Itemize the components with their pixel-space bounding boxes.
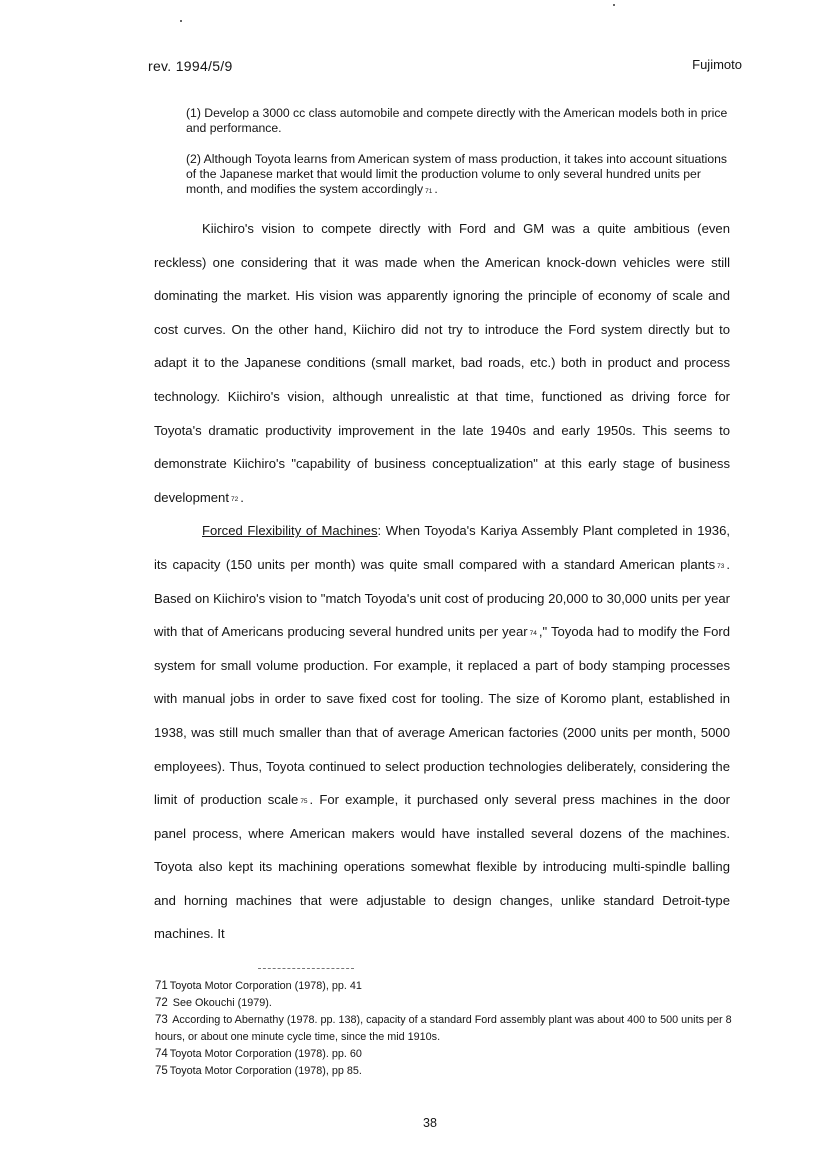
paragraph-text: ," Toyoda had to modify the Ford system for small volume production. For example, it replaced a part of body stamping processes with manual jobs in order to save fixed cost for tooling. The size of Koromo plant, established in 1938, was still much smaller than that of average American factories (2000 units per month, 5000 employees). Thus, Toyota continued to select production technologies deliberately, considering the limit of production scale xyxy=(154,624,730,808)
footnote-text: Toyota Motor Corporation (1978), pp 85. xyxy=(169,1065,362,1077)
scan-speck xyxy=(180,20,182,22)
paragraph-text: . For example, it purchased only several press machines in the door panel process, where American makers would have installed several dozens of the machines. Toyota also kept its machining operations somewhat flexible by introducing multi-spindle balling and horning machines that were adjustable to design changes, unlike standard Detroit-type machines. It xyxy=(154,792,730,942)
paragraph xyxy=(154,514,730,951)
footnote xyxy=(155,978,735,995)
punctuation: . xyxy=(434,182,438,196)
quote-item-2-text: (2) Although Toyota learns from American system of mass production, it takes into account situations of the Japanese market that would limit the production volume to only several hundred units per month, and modifies the system accordingly xyxy=(186,152,728,196)
footnote xyxy=(155,1046,735,1063)
footnote-ref: 75 xyxy=(300,798,308,806)
footnote-ref: 71 xyxy=(425,188,433,195)
footnote-number: 74 xyxy=(155,1048,168,1060)
paragraph-text: : When Toyoda's Kariya Assembly Plant completed in 1936, its capacity (150 units per month) was quite small compared with a standard American plants xyxy=(154,523,730,572)
footnote-ref: 73 xyxy=(717,562,725,570)
footnote-number: 73 xyxy=(155,1014,168,1026)
footnote-text: See Okouchi (1979). xyxy=(169,997,272,1009)
header-author: Fujimoto xyxy=(692,57,742,72)
footnote xyxy=(155,995,735,1012)
footnote-number: 75 xyxy=(155,1065,168,1077)
section-heading: Forced Flexibility of Machines xyxy=(202,523,378,539)
footnote-number: 71 xyxy=(155,980,168,992)
footnote-text: According to Abernathy (1978. pp. 138), capacity of a standard Ford assembly plant was about 400 to 500 units per 8 hours, or about one minute cycle time, since the mid 1910s. xyxy=(155,1014,732,1043)
footnote-text: Toyota Motor Corporation (1978), pp. 41 xyxy=(169,980,362,992)
quote-item-2 xyxy=(186,152,731,197)
scan-speck xyxy=(613,4,615,6)
footnotes xyxy=(155,978,735,1080)
header-revision: rev. 1994/5/9 xyxy=(148,58,233,74)
footnote xyxy=(155,1012,735,1046)
footnote-text: Toyota Motor Corporation (1978). pp. 60 xyxy=(169,1048,362,1060)
paragraph-text: . Based on Kiichiro's vision to "match Toyoda's unit cost of producing 20,000 to 30,000 units per year with that of Americans producing several hundred units per year xyxy=(154,556,730,640)
footnote-ref: 74 xyxy=(529,630,537,638)
page-number: 38 xyxy=(423,1116,437,1130)
footnote-ref: 72 xyxy=(230,495,239,503)
paragraph xyxy=(154,212,730,514)
quote-item-1: (1) Develop a 3000 cc class automobile and compete directly with the American models both in price and performance. xyxy=(186,106,728,135)
footnote-number: 72 xyxy=(155,997,168,1009)
footnote xyxy=(155,1063,735,1080)
punctuation: . xyxy=(240,489,244,505)
paragraph-text: Kiichiro's vision to compete directly with Ford and GM was a quite ambitious (even reckless) one considering that it was made when the American knock-down vehicles were still dominating the market. His vision was apparently ignoring the principle of economy of scale and cost curves. On the other hand, Kiichiro did not try to introduce the Ford system directly but to adapt it to the Japanese conditions (small market, bad roads, etc.) both in product and process technology. Kiichiro's vision, although unrealistic at that time, functioned as driving force for Toyota's dramatic productivity improvement in the late 1940s and early 1950s. This seems to demonstrate Kiichiro's "capability of business conceptualization" at this early stage of business development xyxy=(154,221,730,505)
footnote-separator xyxy=(258,968,354,969)
body-text xyxy=(154,212,730,951)
